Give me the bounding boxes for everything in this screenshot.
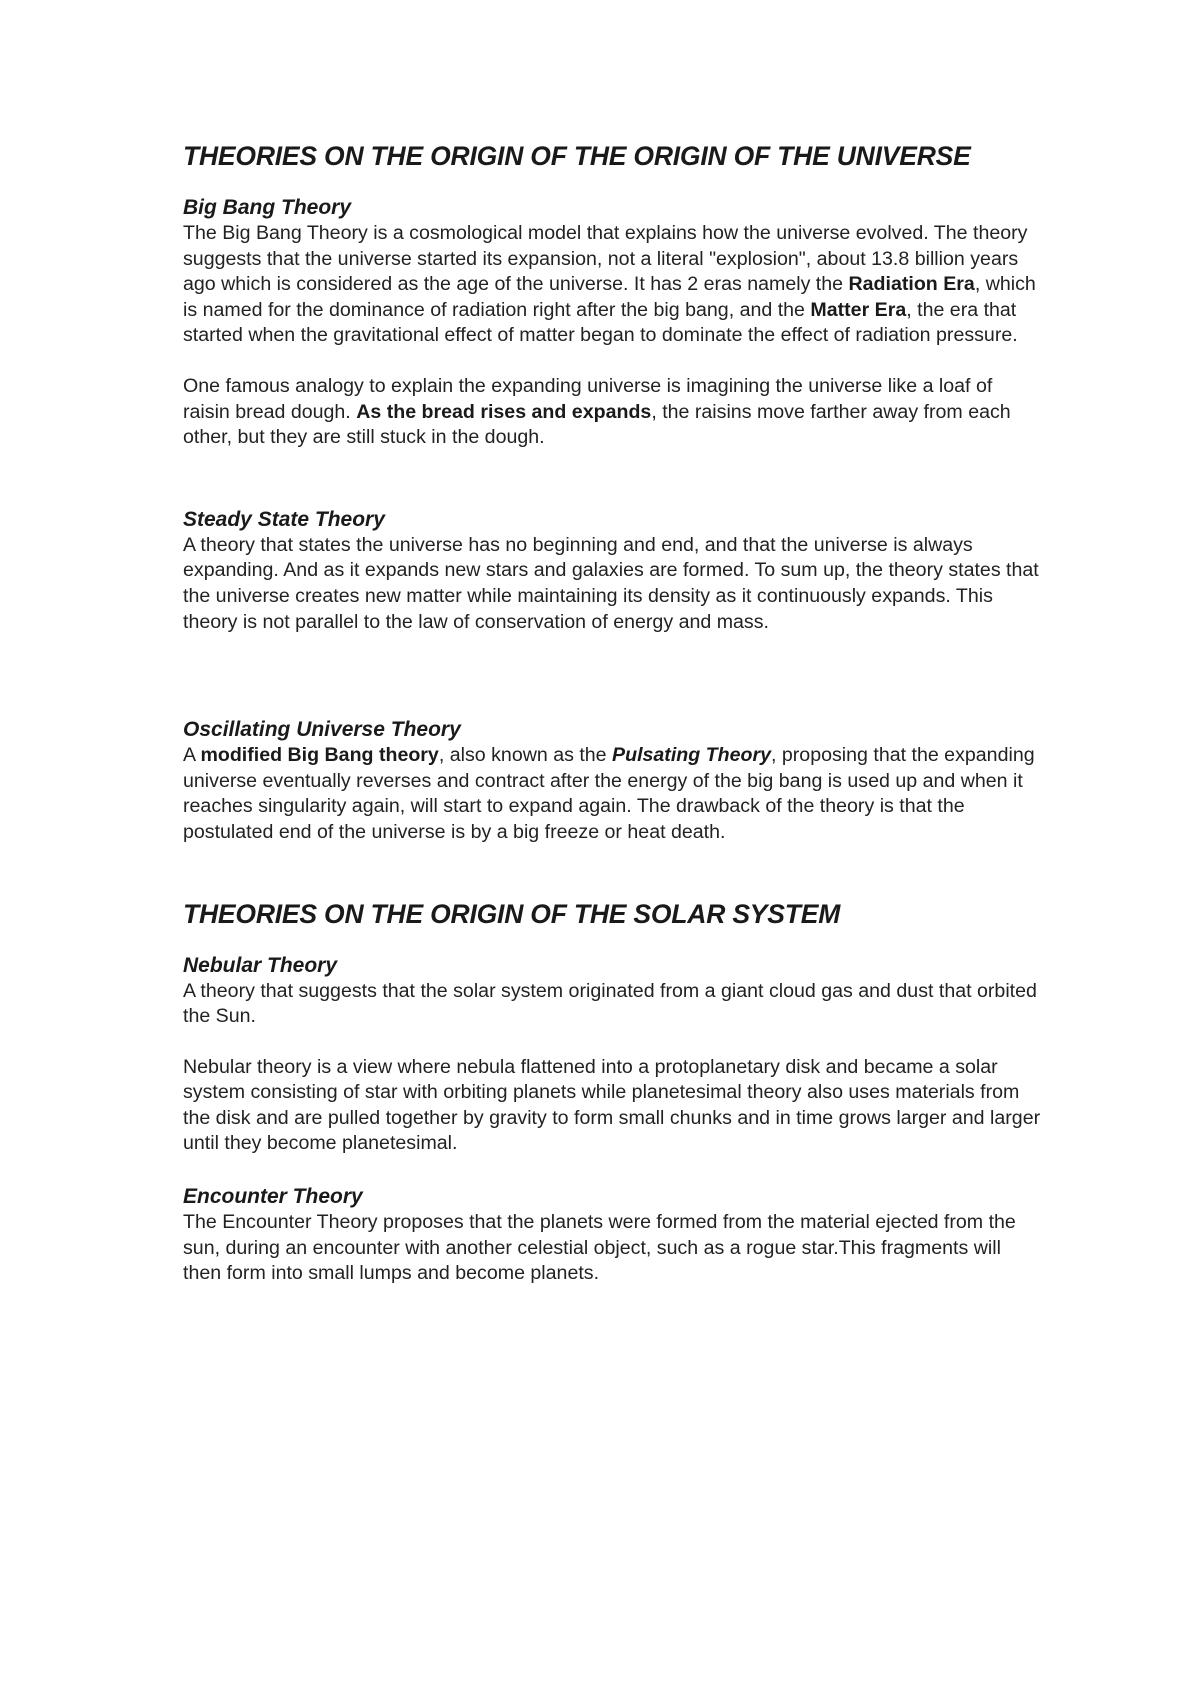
steady-state-title: Steady State Theory: [183, 507, 385, 531]
encounter-title: Encounter Theory: [183, 1185, 363, 1209]
nebular-title: Nebular Theory: [183, 953, 338, 977]
document-content: [183, 140, 1043, 1287]
big-bang-paragraph-1: The Big Bang Theory is a cosmological model that explains how the universe evolved. The theory suggests that the universe started its expansion, not a literal "explosion", about 13.8 billion years ago which is considered as the age of the universe. It has 2 eras namely the Radiation Era, which is named for the dominance of radiation right after the big bang, and the Matter Era, the era that started when the gravitational effect of matter began to dominate the effect of radiation pressure.: [183, 222, 1036, 347]
big-bang-paragraph-2: One famous analogy to explain the expanding universe is imagining the universe like a loaf of raisin bread dough. As the bread rises and expands, the raisins move farther away from each other, but they are still stuck in the dough.: [183, 374, 1011, 449]
universe-section-heading: THEORIES ON THE ORIGIN OF THE ORIGIN OF THE UNIVERSE: [183, 141, 971, 171]
steady-state-paragraph: A theory that states the universe has no beginning and end, and that the universe is always expanding. And as it expands new stars and galaxies are formed. To sum up, the theory states that the universe creates new matter while maintaining its density as it continuously expands. This theory is not parallel to the law of conservation of energy and mass.: [183, 533, 1039, 633]
oscillating-paragraph: A modified Big Bang theory, also known as the Pulsating Theory, proposing that the expanding universe eventually reverses and contract after the energy of the big bang is used up and when it reaches singularity again, will start to expand again. The drawback of the theory is that the postulated end of the universe is by a big freeze or heat death.: [183, 744, 1035, 843]
nebular-paragraph-1: A theory that suggests that the solar system originated from a giant cloud gas and dust that orbited the Sun.: [183, 979, 1037, 1028]
modified-big-bang-term: modified Big Bang theory: [200, 744, 439, 767]
solar-section-heading: THEORIES ON THE ORIGIN OF THE SOLAR SYSTEM: [183, 898, 841, 929]
matter-era-term: Matter Era: [810, 298, 907, 321]
encounter-paragraph: The Encounter Theory proposes that the planets were formed from the material ejected from the sun, during an encounter with another celestial object, such as a rogue star.This fragments will then form into small lumps and become planets.: [183, 1211, 1016, 1285]
big-bang-title: Big Bang Theory: [183, 196, 352, 219]
oscillating-title: Oscillating Universe Theory: [183, 718, 461, 742]
radiation-era-term: Radiation Era: [848, 273, 975, 296]
nebular-paragraph-2: Nebular theory is a view where nebula flattened into a protoplanetary disk and became a solar system consisting of star with orbiting planets while planetesimal theory also uses materials from the disk and are pulled together by gravity to form small chunks and in time grows larger and larger until they become planetesimal.: [183, 1055, 1041, 1155]
bread-rises-phrase: As the bread rises and expands: [356, 400, 652, 423]
pulsating-theory-term: Pulsating Theory: [612, 744, 771, 767]
